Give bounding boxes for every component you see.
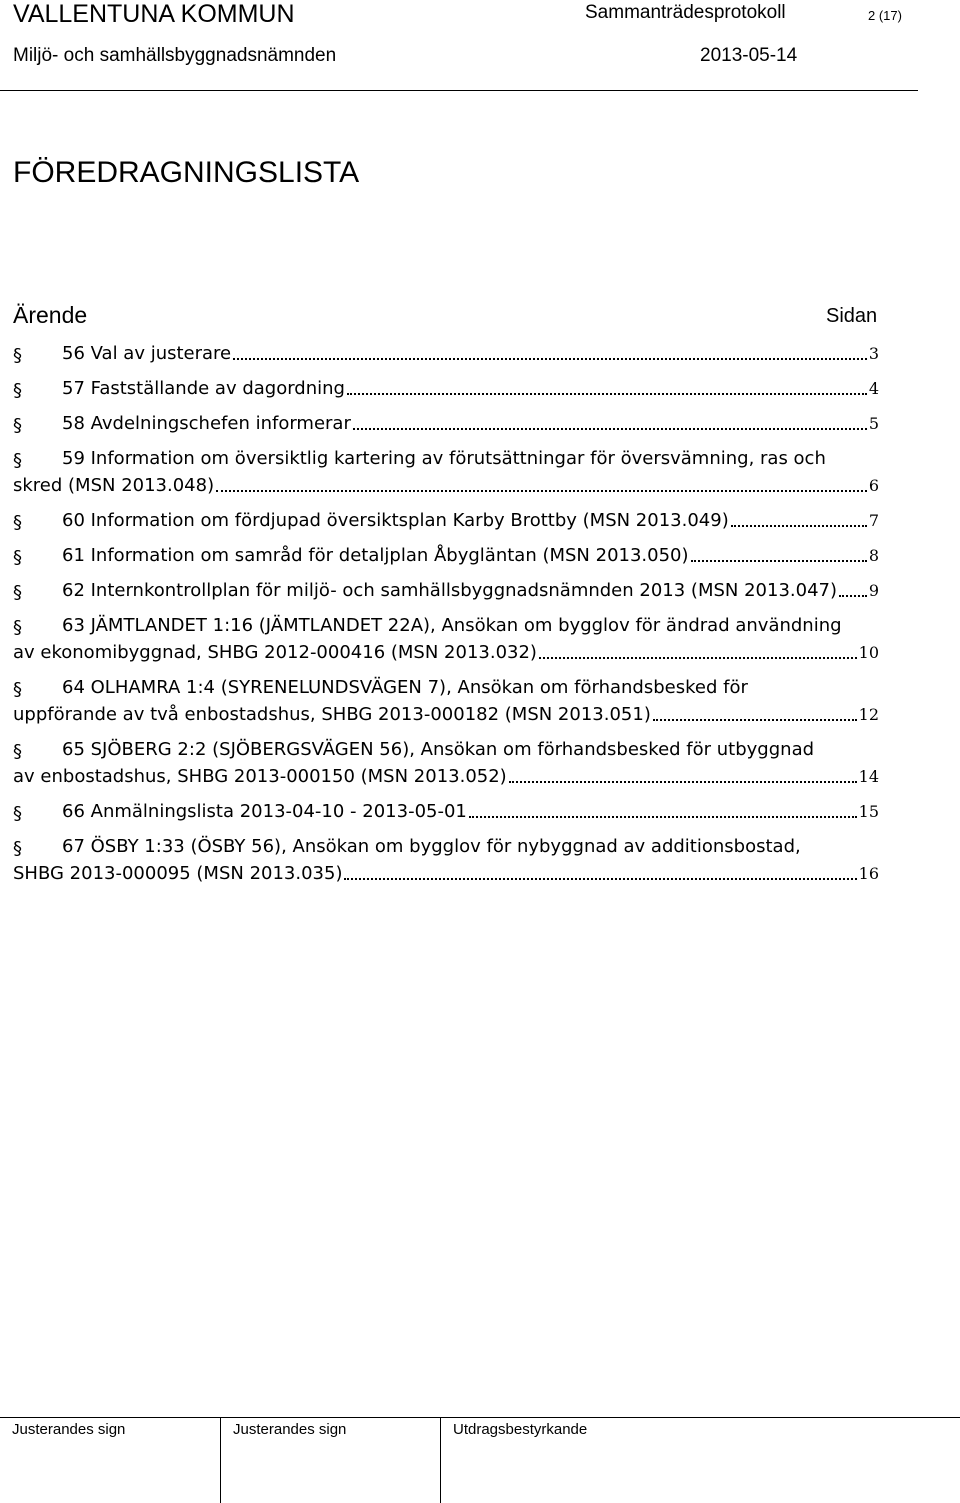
agenda-item xyxy=(13,542,879,569)
agenda-item-text: 57 Fastställande av dagordning xyxy=(62,378,345,399)
dot-leader xyxy=(509,777,857,783)
agenda-item xyxy=(13,410,879,437)
dot-leader xyxy=(469,812,857,818)
section-bullet-icon: § xyxy=(13,679,22,700)
certification-cell xyxy=(440,1418,960,1503)
dot-leader xyxy=(691,556,867,562)
agenda-item-text: av ekonomibyggnad, SHBG 2012-000416 (MSN 2013.032) xyxy=(13,642,537,663)
page-title: FÖREDRAGNINGSLISTA xyxy=(13,156,360,189)
section-bullet-icon: § xyxy=(13,450,22,471)
section-bullet-icon: § xyxy=(13,415,22,436)
section-bullet-icon: § xyxy=(13,803,22,824)
agenda-item-line xyxy=(13,701,879,728)
section-bullet-icon: § xyxy=(13,345,22,366)
dot-leader xyxy=(353,424,867,430)
agenda-item-line xyxy=(13,340,879,367)
meeting-date: 2013-05-14 xyxy=(700,45,798,66)
agenda-item-line xyxy=(13,674,879,701)
agenda-item-page: 12 xyxy=(858,705,879,724)
agenda-item xyxy=(13,375,879,402)
committee-name: Miljö- och samhällsbyggnadsnämnden xyxy=(13,45,337,66)
column-heading-item: Ärende xyxy=(13,302,88,328)
agenda-item-line xyxy=(13,639,879,666)
section-bullet-icon: § xyxy=(13,617,22,638)
agenda-item xyxy=(13,445,879,499)
section-bullet-icon: § xyxy=(13,582,22,603)
agenda-item-page: 7 xyxy=(868,511,879,530)
dot-leader xyxy=(653,715,857,721)
section-bullet-icon: § xyxy=(13,741,22,762)
agenda-item-text: 59 Information om översiktlig kartering av förutsättningar för översvämning, ras och xyxy=(62,448,826,469)
page-number: 2 (17) xyxy=(868,8,902,23)
agenda-item-line xyxy=(13,375,879,402)
agenda-item-text: 61 Information om samråd för detaljplan Åbygläntan (MSN 2013.050) xyxy=(62,545,689,566)
agenda-item-page: 9 xyxy=(868,581,879,600)
agenda-item-text: 67 ÖSBY 1:33 (ÖSBY 56), Ansökan om bygglov för nybyggnad av additionsbostad, xyxy=(62,836,801,857)
agenda-item xyxy=(13,507,879,534)
agenda-item-text: 58 Avdelningschefen informerar xyxy=(62,413,351,434)
agenda-item xyxy=(13,340,879,367)
agenda-item-line xyxy=(13,798,879,825)
agenda-item-text: 56 Val av justerare xyxy=(62,343,232,364)
agenda-item-text: skred (MSN 2013.048) xyxy=(13,475,215,496)
dot-leader xyxy=(216,486,867,492)
agenda-item-page: 6 xyxy=(868,476,879,495)
organization-name: VALLENTUNA KOMMUN xyxy=(13,0,295,28)
agenda-item-line xyxy=(13,860,879,887)
agenda-item-text: 63 JÄMTLANDET 1:16 (JÄMTLANDET 22A), Ansökan om bygglov för ändrad användning xyxy=(62,615,842,636)
signature-cell-label: Justerandes sign xyxy=(12,1421,126,1438)
agenda-item-text: 62 Internkontrollplan för miljö- och samhällsbyggnadsnämnden 2013 (MSN 2013.047) xyxy=(62,580,837,601)
agenda-item-page: 4 xyxy=(868,379,879,398)
agenda-item-text: 65 SJÖBERG 2:2 (SJÖBERGSVÄGEN 56), Ansökan om förhandsbesked för utbyggnad xyxy=(62,739,815,760)
agenda-item-page: 8 xyxy=(868,546,879,565)
agenda-item-page: 15 xyxy=(858,802,879,821)
agenda-item-text: SHBG 2013-000095 (MSN 2013.035) xyxy=(13,863,343,884)
dot-leader xyxy=(344,874,856,880)
certification-cell-label: Utdragsbestyrkande xyxy=(453,1421,588,1438)
agenda-item-line xyxy=(13,736,879,763)
agenda-item xyxy=(13,798,879,825)
column-heading-page: Sidan xyxy=(826,305,878,327)
document-type: Sammanträdesprotokoll xyxy=(585,2,786,23)
header-divider xyxy=(0,90,918,91)
agenda-item-line xyxy=(13,763,879,790)
agenda-item xyxy=(13,736,879,790)
agenda-item-line xyxy=(13,612,879,639)
signature-cell-label: Justerandes sign xyxy=(233,1421,347,1438)
agenda-item-line xyxy=(13,410,879,437)
agenda-item-text: uppförande av två enbostadshus, SHBG 2013-000182 (MSN 2013.051) xyxy=(13,704,651,725)
dot-leader xyxy=(233,354,867,360)
agenda-item xyxy=(13,833,879,887)
section-bullet-icon: § xyxy=(13,380,22,401)
agenda-item-page: 16 xyxy=(858,864,879,883)
agenda-item-line xyxy=(13,833,879,860)
agenda-item-page: 5 xyxy=(868,414,879,433)
agenda-item-text: av enbostadshus, SHBG 2013-000150 (MSN 2013.052) xyxy=(13,766,507,787)
dot-leader xyxy=(731,521,867,527)
signature-cell xyxy=(0,1418,220,1503)
agenda-item-text: 64 OLHAMRA 1:4 (SYRENELUNDSVÄGEN 7), Ansökan om förhandsbesked för xyxy=(62,677,748,698)
section-bullet-icon: § xyxy=(13,512,22,533)
agenda-item-line xyxy=(13,472,879,499)
agenda-item-page: 14 xyxy=(858,767,879,786)
dot-leader xyxy=(839,591,867,597)
agenda-item-page: 3 xyxy=(868,344,879,363)
agenda-item xyxy=(13,674,879,728)
agenda-item xyxy=(13,577,879,604)
agenda-item-page: 10 xyxy=(858,643,879,662)
agenda-item-line xyxy=(13,445,879,472)
signature-cell xyxy=(220,1418,441,1503)
agenda-item-line xyxy=(13,542,879,569)
agenda-item-text: 60 Information om fördjupad översiktsplan Karby Brottby (MSN 2013.049) xyxy=(62,510,729,531)
agenda-item-text: 66 Anmälningslista 2013-04-10 - 2013-05-01 xyxy=(62,801,467,822)
dot-leader xyxy=(539,653,857,659)
agenda-item-line xyxy=(13,577,879,604)
dot-leader xyxy=(347,389,867,395)
signature-footer xyxy=(0,1417,960,1503)
section-bullet-icon: § xyxy=(13,838,22,859)
agenda-item-line xyxy=(13,507,879,534)
section-bullet-icon: § xyxy=(13,547,22,568)
agenda-item xyxy=(13,612,879,666)
